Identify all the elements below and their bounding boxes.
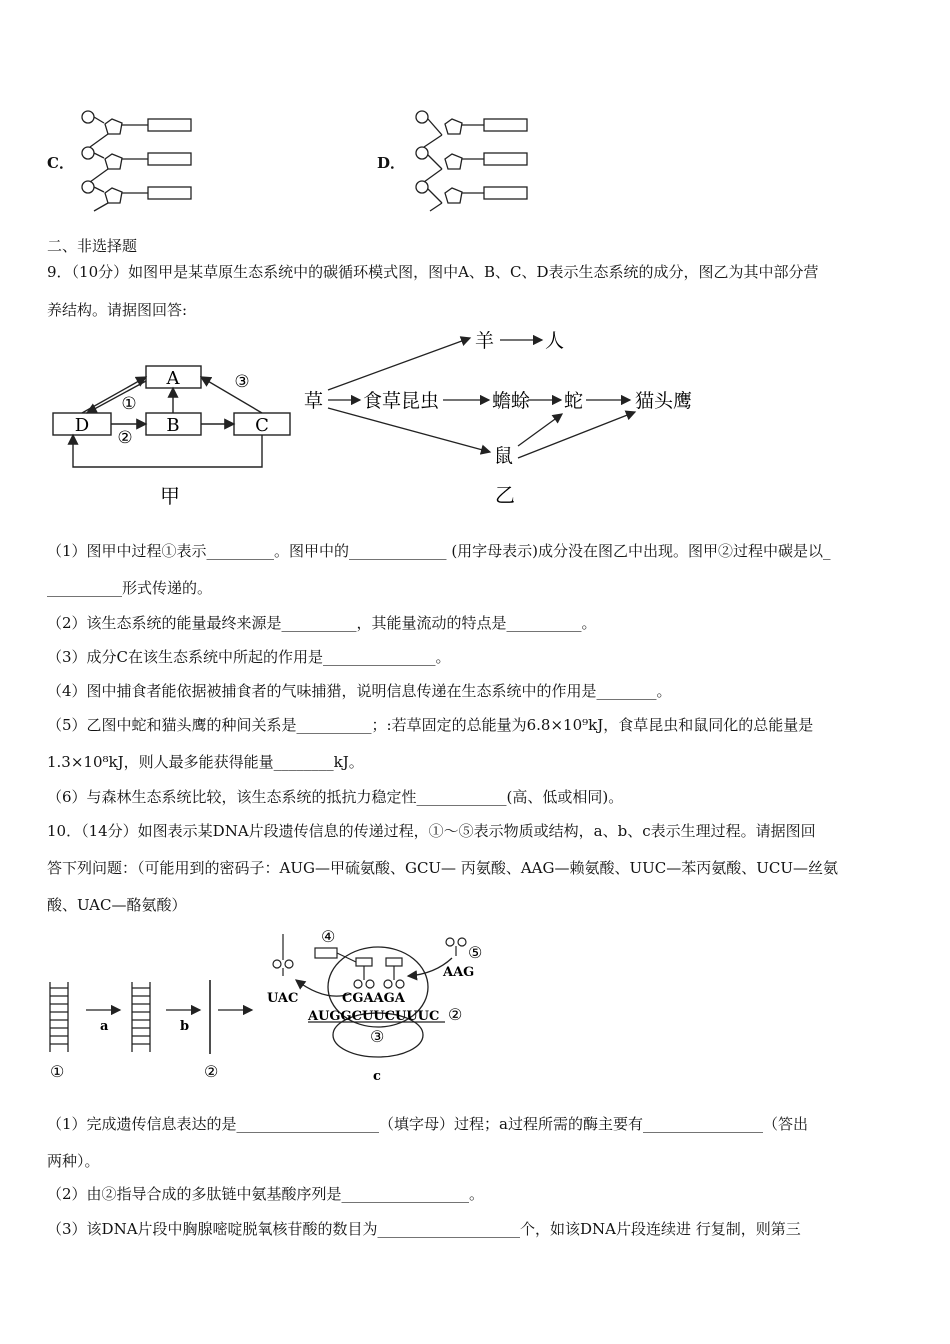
q10-sub3: （3）该DNA片段中胸腺嘧啶脱氧核苷酸的数目为___________________个，如该DNA片段连续进 行复制，则第三 xyxy=(47,1220,801,1238)
option-c-figure xyxy=(78,105,198,213)
anticodon-right: AAG xyxy=(443,965,475,980)
q9-stem-line1: 9．（10分）如图甲是某草原生态系统中的碳循环模式图，图中A、B、C、D表示生态系统的成分，图乙为其中部分营 xyxy=(47,263,819,281)
process-2-label: ② xyxy=(117,428,133,448)
q10-stem-line2: 答下列问题：（可能用到的密码子：AUG—甲硫氨酸、GCU— 丙氨酸、AAG—赖氨酸、UUC—苯丙氨酸、UCU—丝氨 xyxy=(47,859,838,877)
node-human: 人 xyxy=(545,330,565,352)
arrow-a-label: a xyxy=(100,1019,109,1034)
q10-stem-line3: 酸、UAC—酪氨酸） xyxy=(47,896,187,914)
q9-sub5-line2: 1.3×10⁸kJ，则人最多能获得能量________kJ。 xyxy=(47,753,364,771)
q9-sub2: （2）该生态系统的能量最终来源是__________，其能量流动的特点是__________。 xyxy=(47,614,597,632)
section-title: 二、非选择题 xyxy=(47,237,138,255)
anticodons-middle: CGAAGA xyxy=(342,991,405,1006)
q9-sub1-line2: __________形式传递的。 xyxy=(47,579,213,597)
option-c-label: C． xyxy=(47,154,74,172)
q9-sub3: （3）成分C在该生态系统中所起的作用是_______________。 xyxy=(47,648,451,666)
anticodon-left: UAC xyxy=(267,991,299,1006)
node-herbivorous-insect: 食草昆虫 xyxy=(363,390,440,412)
node-c: C xyxy=(255,415,269,436)
dna-double-strand-1 xyxy=(50,982,68,1052)
node-sheep: 羊 xyxy=(475,330,495,352)
node-mouse: 鼠 xyxy=(494,445,514,467)
fig-jia-caption: 甲 xyxy=(160,484,180,508)
node-snake: 蛇 xyxy=(564,390,584,412)
label-2-ribosome: ② xyxy=(448,1005,463,1024)
q9-stem-line2: 养结构。请据图回答: xyxy=(47,301,188,319)
arrow-b-label: b xyxy=(180,1019,190,1034)
node-a: A xyxy=(166,368,180,389)
label-2: ② xyxy=(204,1062,219,1081)
label-4: ④ xyxy=(321,927,336,946)
polypeptide-4 xyxy=(315,948,337,958)
node-owl: 猫头鹰 xyxy=(635,390,693,412)
q9-sub4: （4）图中捕食者能依据被捕食者的气味捕猎，说明信息传递在生态系统中的作用是________。 xyxy=(47,682,672,700)
fig-yi-caption: 乙 xyxy=(495,483,515,507)
q9-sub1-line1: （1）图甲中过程①表示_________。图甲中的_____________ (用字母表示)成分没在图乙中出现。图甲②过程中碳是以_ xyxy=(47,542,831,560)
fig-yi-food-web xyxy=(300,322,700,512)
q10-sub1-line1: （1）完成遗传信息表达的是___________________（填字母）过程；a过程所需的酶主要有________________（答出 xyxy=(47,1115,808,1133)
process-3-label: ③ xyxy=(234,372,250,392)
q9-sub5-line1: （5）乙图中蛇和猫头鹰的种间关系是__________；:若草固定的总能量为6.8×10⁹kJ，食草昆虫和鼠同化的总能量是 xyxy=(47,716,814,734)
q10-stem-line1: 10．（14分）如图表示某DNA片段遗传信息的传递过程，①～⑤表示物质或结构，a、b、c表示生理过程。请据图回 xyxy=(47,822,816,840)
label-1: ① xyxy=(50,1062,65,1081)
q9-sub6: （6）与森林生态系统比较，该生态系统的抵抗力稳定性____________(高、低或相同)。 xyxy=(47,788,624,806)
q10-sub1-line2: 两种）。 xyxy=(47,1152,100,1170)
label-3: ③ xyxy=(370,1027,385,1046)
fig-jia-carbon-cycle xyxy=(45,355,300,515)
dna-double-strand-2 xyxy=(132,982,150,1052)
process-c-label: c xyxy=(373,1069,381,1082)
node-b: B xyxy=(166,415,180,436)
q10-sub2: （2）由②指导合成的多肽链中氨基酸序列是_________________。 xyxy=(47,1185,485,1203)
node-grass: 草 xyxy=(304,390,324,412)
node-toad: 蟾蜍 xyxy=(492,390,531,412)
option-d-figure xyxy=(412,105,532,213)
mrna-sequence: AUGGCUUCUUUC xyxy=(308,1009,440,1024)
option-d-label: D． xyxy=(377,154,406,172)
node-d: D xyxy=(74,415,90,436)
process-1-label: ① xyxy=(121,394,137,414)
label-5: ⑤ xyxy=(468,943,483,962)
q10-gene-expression-figure xyxy=(40,922,490,1082)
